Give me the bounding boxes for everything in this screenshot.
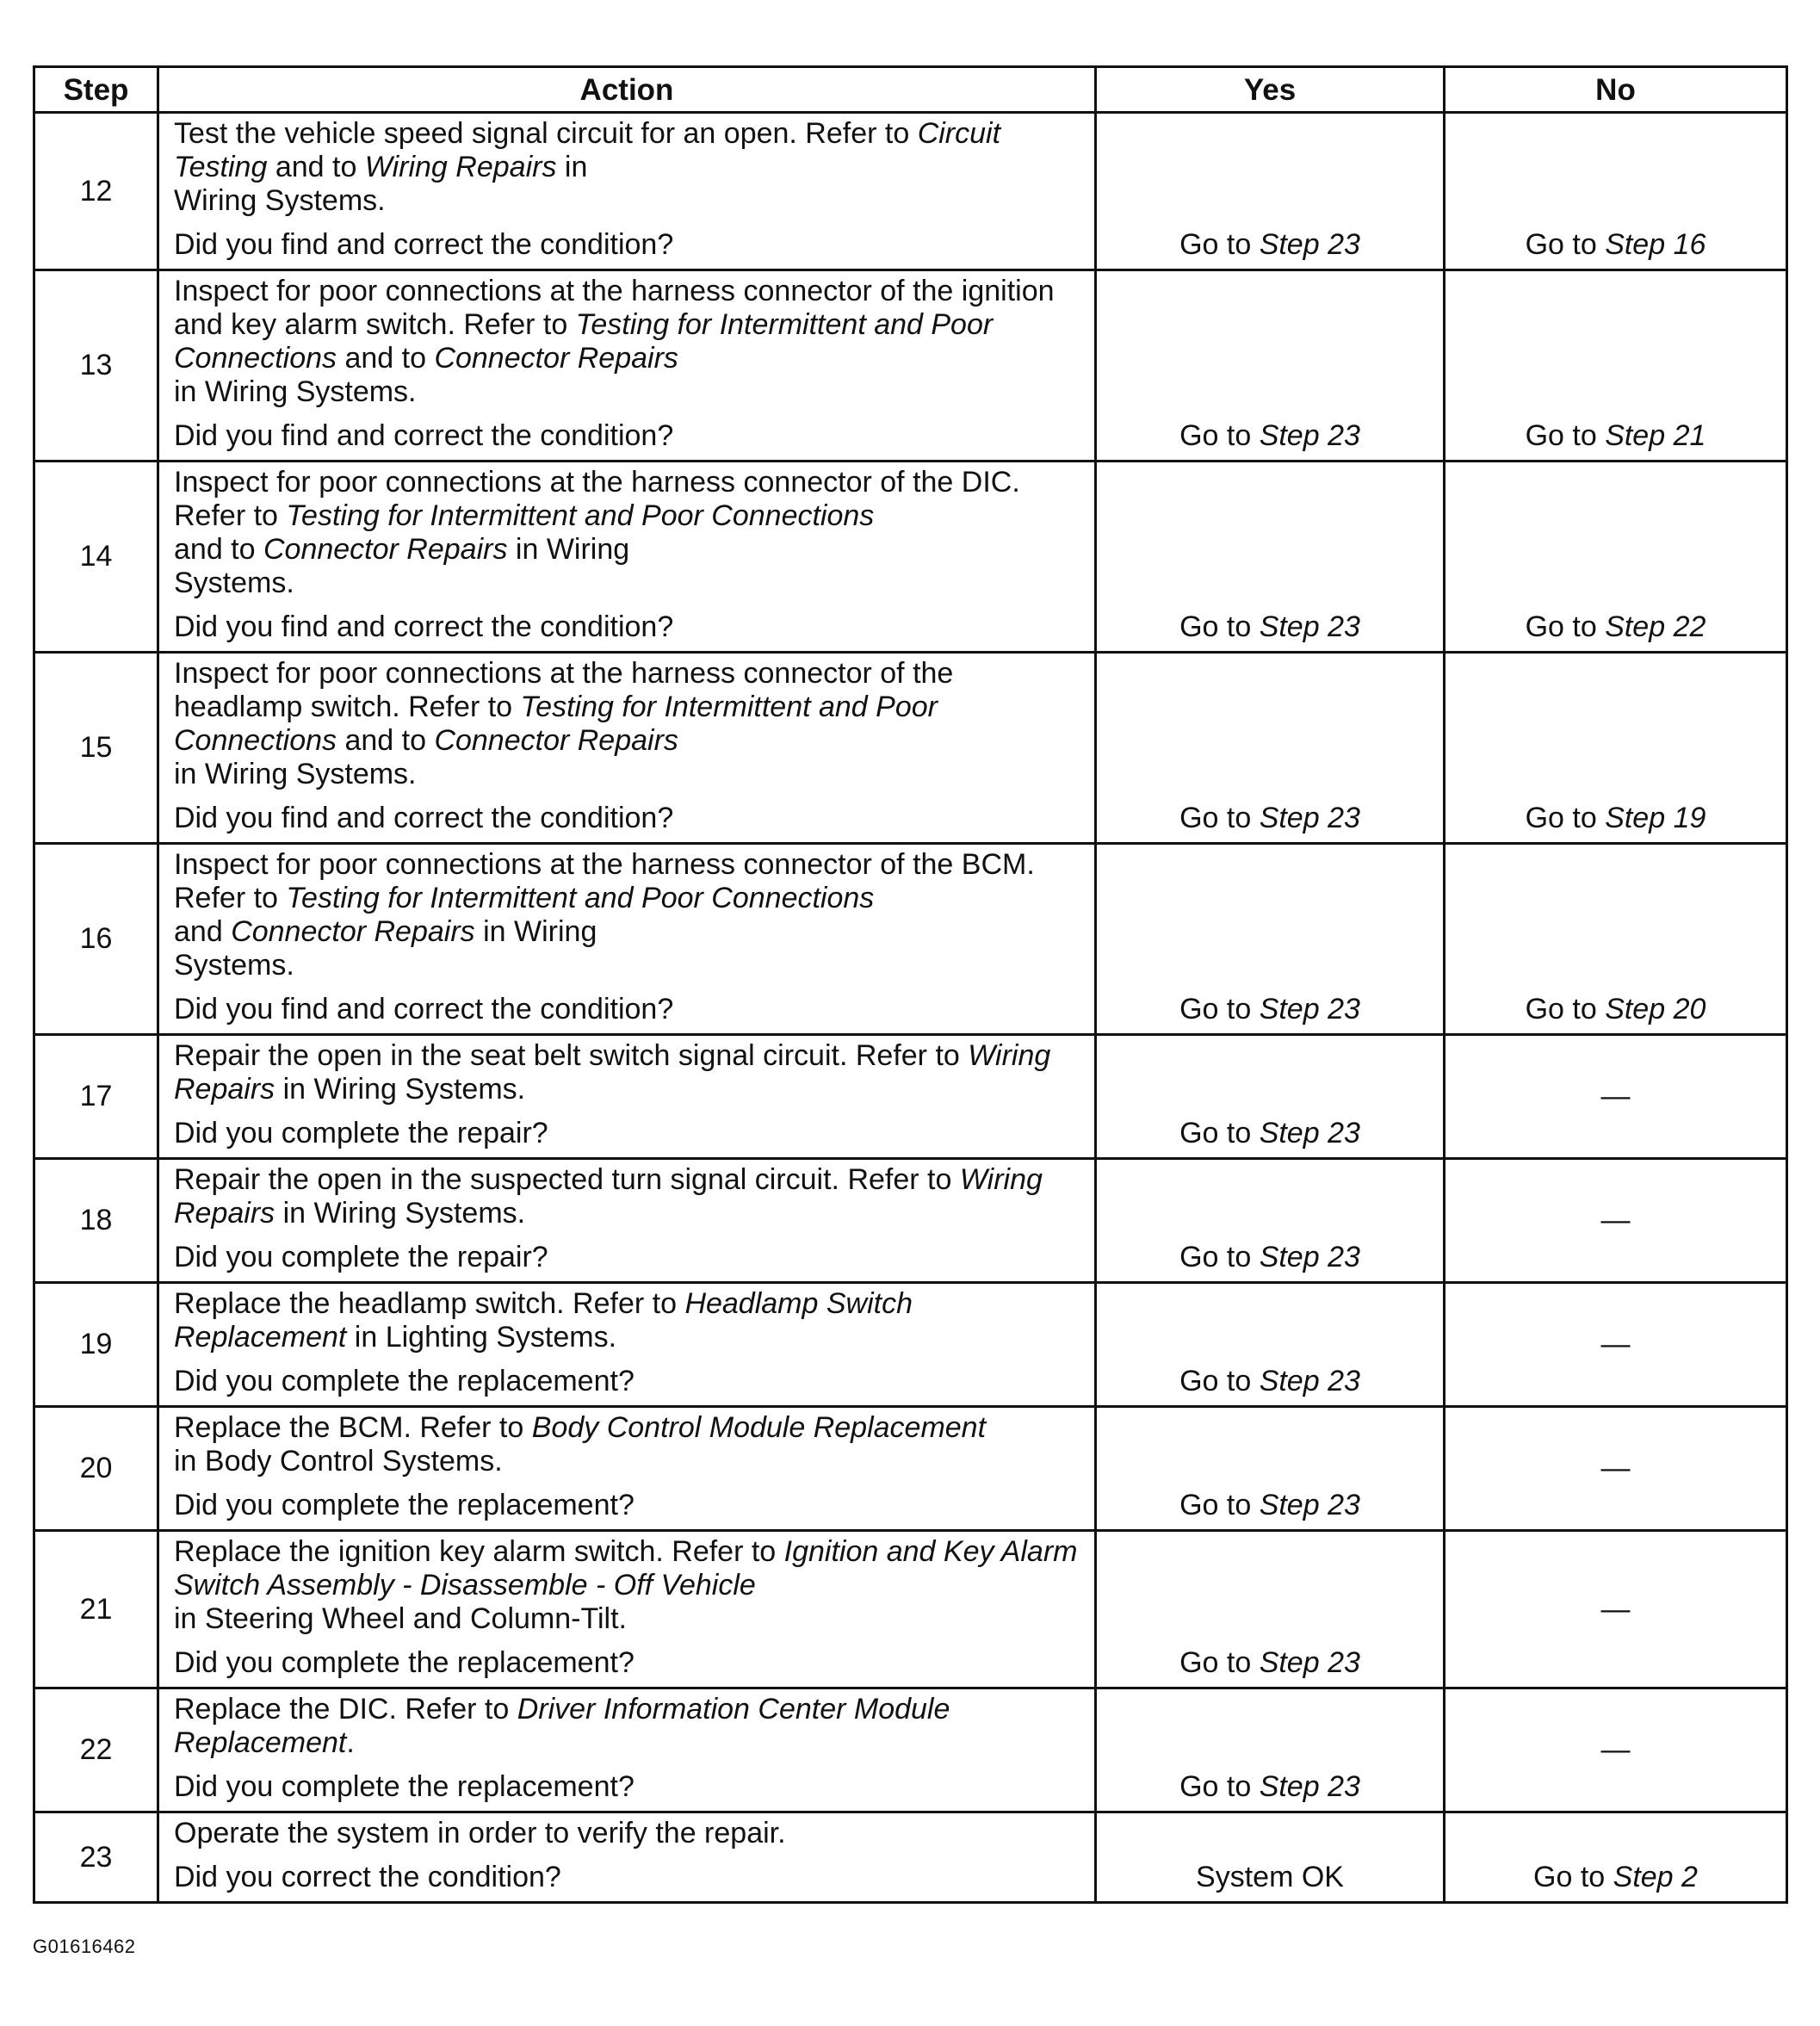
- yes-cell: [1096, 113, 1445, 270]
- yes-cell: [1096, 270, 1445, 462]
- text-segment: Go to: [1525, 993, 1606, 1025]
- action-cell: [158, 1812, 1096, 1903]
- action-instruction: [174, 1689, 1086, 1760]
- reference-link-text: Step 2: [1613, 1861, 1698, 1893]
- step-number: 17: [34, 1035, 158, 1159]
- text-segment: Repair the open in the seat belt switch signal circuit. Refer to: [174, 1039, 969, 1072]
- text-segment: and to: [267, 151, 365, 183]
- action-question: Did you complete the replacement?: [174, 1770, 635, 1803]
- text-segment: Go to: [1525, 419, 1606, 452]
- reference-link-text: Connector Repairs: [263, 533, 508, 566]
- action-instruction: [174, 1813, 1086, 1850]
- text-segment: Go to: [1179, 1646, 1260, 1679]
- yes-cell: [1096, 1812, 1445, 1903]
- text-segment: in Steering Wheel and Column-Tilt.: [174, 1602, 627, 1635]
- yes-cell: [1096, 1531, 1445, 1688]
- action-instruction: [174, 1284, 1086, 1354]
- step-number: 22: [34, 1688, 158, 1812]
- yes-cell: [1096, 1688, 1445, 1812]
- table-row: [34, 462, 1787, 653]
- text-segment: Go to: [1179, 419, 1260, 452]
- reference-link-text: Step 16: [1605, 228, 1706, 261]
- step-number: 21: [34, 1531, 158, 1688]
- step-number: 20: [34, 1407, 158, 1531]
- reference-link-text: Connector Repairs: [434, 342, 678, 375]
- no-cell: [1445, 1407, 1787, 1531]
- reference-link-text: Body Control Module Replacement: [531, 1411, 987, 1444]
- text-segment: System OK: [1196, 1861, 1344, 1893]
- text-segment: Go to: [1179, 228, 1260, 261]
- action-cell: [158, 1688, 1096, 1812]
- text-segment: in Wiring Systems.: [275, 1197, 526, 1230]
- reference-link-text: Ignition and Key Alarm Switch Assembly - Disassemble - Off Vehicle: [174, 1535, 1078, 1602]
- no-cell: [1445, 1035, 1787, 1159]
- text-segment: Inspect for poor connections at the harness connector of the BCM. Refer to: [174, 848, 1035, 914]
- action-question: Did you find and correct the condition?: [174, 610, 674, 643]
- step-number: 23: [34, 1812, 158, 1903]
- text-segment: Systems.: [174, 567, 294, 599]
- no-cell: [1445, 1688, 1787, 1812]
- text-segment: Go to: [1525, 802, 1606, 834]
- text-segment: in Body Control Systems.: [174, 1445, 503, 1478]
- reference-link-text: Wiring Repairs: [364, 151, 557, 183]
- text-segment: —: [1600, 1328, 1631, 1360]
- action-instruction: [174, 271, 1086, 409]
- text-segment: in Wiring: [474, 915, 597, 948]
- no-cell: [1445, 844, 1787, 1035]
- no-cell: [1445, 113, 1787, 270]
- action-instruction: [174, 462, 1086, 600]
- text-segment: in Wiring: [507, 533, 630, 566]
- text-segment: Go to: [1179, 1241, 1260, 1273]
- no-cell: [1445, 653, 1787, 844]
- table-row: [34, 653, 1787, 844]
- header-step: Step: [34, 67, 158, 113]
- header-row: [34, 67, 1787, 113]
- yes-cell: [1096, 462, 1445, 653]
- no-cell: [1445, 1283, 1787, 1407]
- no-cell: [1445, 1531, 1787, 1688]
- table-body: [34, 113, 1787, 1903]
- reference-link-text: Connector Repairs: [231, 915, 475, 948]
- no-cell: [1445, 1159, 1787, 1283]
- reference-link-text: Step 21: [1605, 419, 1706, 452]
- action-cell: [158, 1407, 1096, 1531]
- step-number: 15: [34, 653, 158, 844]
- reference-link-text: Wiring Repairs: [174, 1163, 1043, 1230]
- text-segment: Repair the open in the suspected turn signal circuit. Refer to: [174, 1163, 960, 1196]
- text-segment: in Wiring Systems.: [275, 1073, 526, 1106]
- action-question: Did you complete the replacement?: [174, 1646, 635, 1679]
- yes-cell: [1096, 1035, 1445, 1159]
- reference-link-text: Headlamp Switch Replacement: [174, 1287, 913, 1354]
- table-row: [34, 1035, 1787, 1159]
- no-cell: [1445, 270, 1787, 462]
- action-cell: [158, 270, 1096, 462]
- text-segment: Go to: [1179, 1770, 1260, 1803]
- table-row: [34, 844, 1787, 1035]
- action-question: Did you find and correct the condition?: [174, 993, 674, 1025]
- action-cell: [158, 844, 1096, 1035]
- action-cell: [158, 1035, 1096, 1159]
- text-segment: Refer to: [174, 499, 287, 532]
- reference-link-text: Step 23: [1259, 1489, 1360, 1521]
- text-segment: —: [1600, 1204, 1631, 1236]
- reference-link-text: Testing for Intermittent and Poor Connections: [174, 691, 938, 757]
- text-segment: in Wiring Systems.: [174, 375, 417, 408]
- step-number: 13: [34, 270, 158, 462]
- reference-link-text: Testing for Intermittent and Poor Connections: [286, 882, 875, 914]
- action-question: Did you complete the repair?: [174, 1117, 548, 1149]
- header-action: Action: [158, 67, 1096, 113]
- action-question: Did you find and correct the condition?: [174, 228, 674, 261]
- text-segment: Replace the BCM. Refer to: [174, 1411, 532, 1444]
- table-row: [34, 1531, 1787, 1688]
- text-segment: Go to: [1179, 610, 1260, 643]
- reference-link-text: Step 23: [1259, 610, 1360, 643]
- action-cell: [158, 462, 1096, 653]
- text-segment: Replace the headlamp switch. Refer to: [174, 1287, 685, 1320]
- reference-link-text: Testing for Intermittent and Poor Connections: [286, 499, 875, 532]
- reference-link-text: Step 23: [1259, 228, 1360, 261]
- action-instruction: [174, 1408, 1086, 1478]
- reference-link-text: Step 23: [1259, 1241, 1360, 1273]
- step-number: 19: [34, 1283, 158, 1407]
- text-segment: Inspect for poor connections at the harness connector of the DIC.: [174, 466, 1020, 499]
- reference-link-text: Step 23: [1259, 1770, 1360, 1803]
- step-number: 16: [34, 844, 158, 1035]
- reference-link-text: Wiring Repairs: [174, 1039, 1051, 1106]
- action-cell: [158, 653, 1096, 844]
- yes-cell: [1096, 1283, 1445, 1407]
- text-segment: Inspect for poor connections at the harness connector of the ignition and key alarm switch. Refer to: [174, 275, 1055, 341]
- header-no: No: [1445, 67, 1787, 113]
- text-segment: Go to: [1533, 1861, 1613, 1893]
- text-segment: —: [1600, 1592, 1631, 1626]
- table-row: [34, 1812, 1787, 1903]
- text-segment: Go to: [1179, 802, 1260, 834]
- reference-link-text: Testing for Intermittent and Poor Connections: [174, 308, 994, 375]
- text-segment: and to: [174, 533, 263, 566]
- action-instruction: [174, 1532, 1086, 1636]
- text-segment: in Lighting Systems.: [346, 1321, 617, 1354]
- text-segment: —: [1600, 1733, 1631, 1766]
- header-yes: Yes: [1096, 67, 1445, 113]
- reference-link-text: Step 23: [1259, 993, 1360, 1025]
- action-cell: [158, 1159, 1096, 1283]
- action-question: Did you complete the repair?: [174, 1241, 548, 1273]
- table-row: [34, 1407, 1787, 1531]
- text-segment: Go to: [1179, 1489, 1260, 1521]
- yes-cell: [1096, 1159, 1445, 1283]
- action-instruction: [174, 1036, 1086, 1106]
- table-row: [34, 1688, 1787, 1812]
- action-question: Did you find and correct the condition?: [174, 419, 674, 452]
- action-question: Did you complete the replacement?: [174, 1365, 635, 1397]
- reference-link-text: Step 22: [1605, 610, 1706, 643]
- action-instruction: [174, 1160, 1086, 1230]
- reference-link-text: Step 23: [1259, 419, 1360, 452]
- action-question: Did you find and correct the condition?: [174, 802, 674, 834]
- text-segment: in Wiring Systems.: [174, 758, 417, 790]
- action-instruction: [174, 654, 1086, 791]
- text-segment: in: [556, 151, 588, 183]
- table-row: [34, 270, 1787, 462]
- reference-link-text: Circuit Testing: [174, 117, 1001, 183]
- text-segment: Inspect for poor connections at the harness connector of the headlamp switch. Refer to: [174, 657, 954, 723]
- text-segment: —: [1600, 1452, 1631, 1484]
- step-number: 14: [34, 462, 158, 653]
- text-segment: Replace the ignition key alarm switch. Refer to: [174, 1535, 784, 1568]
- no-cell: [1445, 1812, 1787, 1903]
- yes-cell: [1096, 844, 1445, 1035]
- yes-cell: [1096, 1407, 1445, 1531]
- action-cell: [158, 1531, 1096, 1688]
- action-cell: [158, 113, 1096, 270]
- table-row: [34, 113, 1787, 270]
- action-cell: [158, 1283, 1096, 1407]
- step-number: 18: [34, 1159, 158, 1283]
- text-segment: Wiring Systems.: [174, 184, 386, 217]
- reference-link-text: Connector Repairs: [434, 724, 678, 757]
- text-segment: Replace the DIC. Refer to: [174, 1693, 517, 1726]
- text-segment: and to: [337, 342, 435, 375]
- text-segment: Operate the system in order to verify the repair.: [174, 1817, 786, 1849]
- action-question: Did you complete the replacement?: [174, 1489, 635, 1521]
- reference-link-text: Step 20: [1605, 993, 1706, 1025]
- table-row: [34, 1159, 1787, 1283]
- text-segment: Go to: [1179, 1365, 1260, 1397]
- reference-link-text: Step 19: [1605, 802, 1706, 834]
- reference-link-text: Step 23: [1259, 1117, 1360, 1149]
- step-number: 12: [34, 113, 158, 270]
- yes-cell: [1096, 653, 1445, 844]
- text-segment: Go to: [1525, 228, 1606, 261]
- text-segment: and: [174, 915, 232, 948]
- text-segment: and to: [337, 724, 435, 757]
- diagnostic-table: [33, 65, 1788, 1904]
- text-segment: Go to: [1525, 610, 1606, 643]
- action-instruction: [174, 114, 1086, 218]
- action-instruction: [174, 845, 1086, 982]
- text-segment: —: [1600, 1080, 1631, 1112]
- action-question: Did you correct the condition?: [174, 1861, 561, 1893]
- reference-link-text: Step 23: [1259, 1365, 1360, 1397]
- text-segment: Go to: [1179, 1117, 1260, 1149]
- text-segment: Go to: [1179, 993, 1260, 1025]
- no-cell: [1445, 462, 1787, 653]
- text-segment: Systems.: [174, 949, 294, 982]
- text-segment: .: [346, 1726, 355, 1759]
- figure-id: G01616462: [33, 1936, 136, 1957]
- reference-link-text: Step 23: [1259, 1646, 1360, 1679]
- reference-link-text: Step 23: [1259, 802, 1360, 834]
- text-segment: Test the vehicle speed signal circuit for an open. Refer to: [174, 117, 918, 150]
- table-row: [34, 1283, 1787, 1407]
- reference-link-text: Driver Information Center Module Replacement: [174, 1693, 950, 1759]
